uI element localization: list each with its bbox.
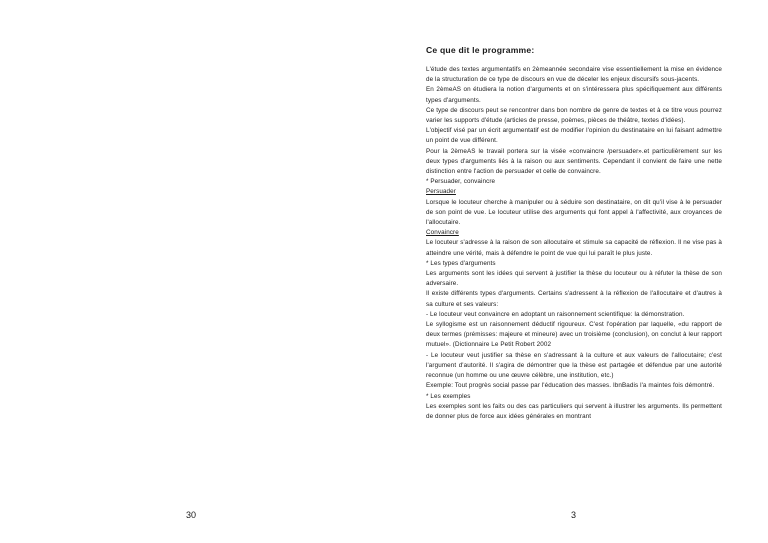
page-number-right: 3 [571,510,577,520]
paragraph: Les exemples sont les faits ou des cas particuliers qui servent à illustrer les arguments. Ils permettent de donner plus de force aux idées générales en montrant [426,402,722,420]
section-heading: * Persuader, convaincre [426,178,496,186]
paragraph: Lorsque le locuteur cherche à manipuler ou à séduire son destinataire, on dit qu'il vise à le persuader de son point de vue. Le locuteur utilise des arguments qui font appel à l'affectivité, aux croyances de l'allocutaire. [426,198,722,227]
paragraph: Exemple: Tout progrès social passe par l'éducation des masses. IbnBadis l'a maintes fois démontré. [426,382,715,390]
paragraph: Le syllogisme est un raisonnement déductif rigoureux. C'est l'opération par laquelle, «du rapport de deux termes (prémisses: majeure et mineure) avec un troisième (conclusion), on conclut à leur rapport mutuel». (Dictionnaire Le Petit Robert 2002 [426,321,722,349]
paragraph: Ce type de discours peut se rencontrer dans bon nombre de genre de textes et à ce titre vous pourrez varier les supports d'étude (articles de presse, poèmes, pièces de théâtre, textes d'idées). [426,106,722,125]
subheading-persuader: Persuader [426,188,456,196]
paragraph: Les arguments sont les idées qui servent à justifier la thèse du locuteur ou à réfuter la thèse de son adversaire. [426,270,722,288]
paragraph: Le locuteur s'adresse à la raison de son allocutaire et stimule sa capacité de réflexion. Il ne vise pas à atteindre une vérité, mais à défendre le point de vue qui lui paraît le plus juste. [426,239,722,257]
page-title: Ce que dit le programme: [426,45,535,55]
paragraph: L'objectif visé par un écrit argumentatif est de modifier l'opinion du destinataire en lui faisant admettre un point de vue différent. [426,127,722,145]
page-number-left: 30 [186,510,197,520]
paragraph: - Le locuteur veut convaincre en adoptant un raisonnement scientifique: la démonstration. [426,310,685,318]
text-column [426,44,722,422]
paragraph: Pour la 2èmeAS le travail portera sur la visée «convaincre /persuader».et particulièrement sur les deux types d'arguments liés à la raison ou aux sentiments. Cependant il convient de faire une nette distinction entre l'action de persuader et celle de convaincre. [426,147,722,176]
subheading-convaincre: Convaincre [426,229,459,237]
section-heading: * Les exemples [426,392,471,400]
paragraph: L'étude des textes argumentatifs en 2èmeannée secondaire vise essentiellement la mise en évidence de la structuration de ce type de discours en vue de déceler les enjeux discursifs sous-jacents. [426,66,722,84]
section-heading: * Les types d'arguments [426,259,496,267]
paragraph: En 2èmeAS on étudiera la notion d'arguments et on s'intéressera plus spécifiquement aux différents types d'arguments. [426,86,722,104]
paragraph: Il existe différents types d'arguments. Certains s'adressent à la réflexion de l'allocutaire et d'autres à sa culture et ses valeurs: [426,290,722,308]
paragraph: - Le locuteur veut justifier sa thèse en s'adressant à la culture et aux valeurs de l'allocutaire; c'est l'argument d'autorité. Il s'agira de démontrer que la thèse est partagée et défendue par une autorité reconnue (un homme ou une œuvre célèbre, une institution, etc.) [426,351,722,380]
